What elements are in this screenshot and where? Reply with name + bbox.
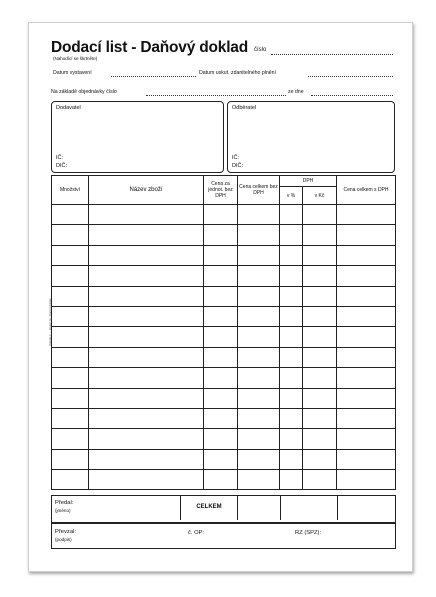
cell-vat-percent[interactable] bbox=[280, 408, 303, 428]
total-price-cell[interactable] bbox=[238, 496, 281, 520]
supplier-ic-label: IČ: bbox=[56, 155, 64, 161]
cell-total-price[interactable] bbox=[238, 368, 280, 388]
table-row bbox=[52, 266, 396, 286]
table-row bbox=[52, 408, 396, 428]
cell-vat-czk[interactable] bbox=[303, 306, 337, 326]
cell-name[interactable] bbox=[89, 388, 204, 408]
customer-label: Odběratel bbox=[232, 105, 257, 111]
items-body bbox=[52, 205, 396, 490]
cell-vat-czk[interactable] bbox=[303, 225, 337, 245]
cell-total-price[interactable] bbox=[238, 347, 280, 367]
cell-vat-czk[interactable] bbox=[303, 245, 337, 265]
header-vat: DPH bbox=[280, 176, 337, 187]
cell-quantity[interactable] bbox=[52, 225, 89, 245]
cell-vat-percent[interactable] bbox=[280, 449, 303, 469]
supplier-dic-label: DIČ: bbox=[56, 163, 67, 169]
cell-unit-price[interactable] bbox=[204, 408, 238, 428]
cell-vat-czk[interactable] bbox=[303, 327, 337, 347]
cell-quantity[interactable] bbox=[52, 470, 89, 490]
cell-unit-price[interactable] bbox=[204, 225, 238, 245]
cell-total-with-vat[interactable] bbox=[337, 449, 396, 469]
table-row bbox=[52, 205, 396, 225]
customer-dic-label: DIČ: bbox=[232, 163, 243, 169]
cell-unit-price[interactable] bbox=[204, 205, 238, 225]
cell-name[interactable] bbox=[89, 327, 204, 347]
cell-total-price[interactable] bbox=[238, 429, 280, 449]
table-row bbox=[52, 470, 396, 490]
issue-date-line[interactable] bbox=[111, 76, 196, 77]
cell-vat-percent[interactable] bbox=[280, 429, 303, 449]
cell-unit-price[interactable] bbox=[204, 388, 238, 408]
taxable-date-line[interactable] bbox=[308, 76, 393, 77]
header-name: Název zboží bbox=[89, 176, 204, 205]
cell-total-with-vat[interactable] bbox=[337, 306, 396, 326]
cell-vat-czk[interactable] bbox=[303, 368, 337, 388]
cell-name[interactable] bbox=[89, 347, 204, 367]
cell-total-with-vat[interactable] bbox=[337, 470, 396, 490]
cell-total-with-vat[interactable] bbox=[337, 205, 396, 225]
handed-over-cell[interactable] bbox=[52, 496, 181, 520]
cell-total-with-vat[interactable] bbox=[337, 266, 396, 286]
cell-vat-percent[interactable] bbox=[280, 286, 303, 306]
cell-unit-price[interactable] bbox=[204, 306, 238, 326]
cell-unit-price[interactable] bbox=[204, 245, 238, 265]
supplier-label: Dodavatel bbox=[56, 105, 81, 111]
cell-name[interactable] bbox=[89, 266, 204, 286]
total-label: CELKEM bbox=[196, 504, 222, 510]
cell-total-with-vat[interactable] bbox=[337, 286, 396, 306]
cell-vat-czk[interactable] bbox=[303, 205, 337, 225]
cell-total-price[interactable] bbox=[238, 225, 280, 245]
cell-vat-czk[interactable] bbox=[303, 408, 337, 428]
cell-total-price[interactable] bbox=[238, 245, 280, 265]
cell-vat-percent[interactable] bbox=[280, 306, 303, 326]
cell-total-with-vat[interactable] bbox=[337, 347, 396, 367]
taxable-date-label: Datum uskut. zdanitelného plnění bbox=[199, 70, 276, 76]
issue-date-label: Datum vystavení bbox=[53, 70, 92, 76]
cell-vat-czk[interactable] bbox=[303, 429, 337, 449]
cell-vat-percent[interactable] bbox=[280, 245, 303, 265]
table-row bbox=[52, 449, 396, 469]
cell-unit-price[interactable] bbox=[204, 429, 238, 449]
plate-label: RZ (SPZ): bbox=[295, 530, 322, 536]
received-label: Převzal: bbox=[55, 529, 76, 535]
customer-ic-label: IČ: bbox=[232, 155, 240, 161]
cell-name[interactable] bbox=[89, 429, 204, 449]
op-number-label: č. OP: bbox=[188, 530, 205, 536]
cell-total-price[interactable] bbox=[238, 449, 280, 469]
side-print-text: Tiskopis č. ... Dodací list - Daňový doklad bbox=[49, 298, 52, 346]
cell-total-price[interactable] bbox=[238, 266, 280, 286]
header-total-price: Cena celkem bez DPH bbox=[238, 176, 280, 205]
cell-vat-percent[interactable] bbox=[280, 347, 303, 367]
cell-name[interactable] bbox=[89, 306, 204, 326]
number-line[interactable] bbox=[271, 54, 393, 55]
cell-total-price[interactable] bbox=[238, 470, 280, 490]
cell-vat-czk[interactable] bbox=[303, 347, 337, 367]
received-row[interactable] bbox=[51, 523, 396, 549]
cell-unit-price[interactable] bbox=[204, 266, 238, 286]
order-number-label: Na základě objednávky číslo bbox=[51, 89, 117, 95]
grand-total-cell[interactable] bbox=[338, 496, 395, 520]
cell-total-with-vat[interactable] bbox=[337, 368, 396, 388]
header-unit-price: Cena za jednot. bez DPH bbox=[204, 176, 238, 205]
cell-unit-price[interactable] bbox=[204, 347, 238, 367]
table-row bbox=[52, 286, 396, 306]
cell-vat-percent[interactable] bbox=[280, 470, 303, 490]
cell-vat-percent[interactable] bbox=[280, 327, 303, 347]
cell-vat-percent[interactable] bbox=[280, 388, 303, 408]
cell-total-with-vat[interactable] bbox=[337, 408, 396, 428]
cell-unit-price[interactable] bbox=[204, 327, 238, 347]
order-number-line[interactable] bbox=[146, 95, 286, 96]
cell-total-price[interactable] bbox=[238, 306, 280, 326]
cell-quantity[interactable] bbox=[52, 245, 89, 265]
customer-box[interactable] bbox=[227, 101, 395, 173]
cell-name[interactable] bbox=[89, 449, 204, 469]
cell-vat-czk[interactable] bbox=[303, 286, 337, 306]
table-row bbox=[52, 347, 396, 367]
cell-total-price[interactable] bbox=[238, 408, 280, 428]
cell-name[interactable] bbox=[89, 205, 204, 225]
cell-name[interactable] bbox=[89, 368, 204, 388]
cell-total-with-vat[interactable] bbox=[337, 388, 396, 408]
cell-unit-price[interactable] bbox=[204, 470, 238, 490]
cell-quantity[interactable] bbox=[52, 408, 89, 428]
cell-quantity[interactable] bbox=[52, 286, 89, 306]
table-row bbox=[52, 327, 396, 347]
cell-vat-czk[interactable] bbox=[303, 388, 337, 408]
total-label-cell bbox=[181, 496, 238, 520]
cell-unit-price[interactable] bbox=[204, 286, 238, 306]
header-vat-czk: v Kč bbox=[303, 187, 337, 205]
received-sub: (podpis) bbox=[55, 537, 72, 542]
form-sheet bbox=[28, 22, 413, 572]
cell-vat-percent[interactable] bbox=[280, 205, 303, 225]
cell-name[interactable] bbox=[89, 245, 204, 265]
order-date-line[interactable] bbox=[311, 95, 393, 96]
handed-over-label: Předal: bbox=[55, 500, 74, 506]
cell-quantity[interactable] bbox=[52, 327, 89, 347]
cell-vat-czk[interactable] bbox=[303, 266, 337, 286]
cell-quantity[interactable] bbox=[52, 449, 89, 469]
supplier-box[interactable] bbox=[51, 101, 224, 173]
form-subtitle: (Nahodící se škrtněte) bbox=[53, 56, 98, 61]
cell-quantity[interactable] bbox=[52, 306, 89, 326]
handed-over-sub: (jméno) bbox=[55, 508, 71, 513]
cell-total-with-vat[interactable] bbox=[337, 327, 396, 347]
cell-name[interactable] bbox=[89, 225, 204, 245]
cell-quantity[interactable] bbox=[52, 368, 89, 388]
cell-quantity[interactable] bbox=[52, 205, 89, 225]
cell-total-price[interactable] bbox=[238, 286, 280, 306]
cell-total-with-vat[interactable] bbox=[337, 225, 396, 245]
cell-total-with-vat[interactable] bbox=[337, 245, 396, 265]
table-row bbox=[52, 388, 396, 408]
cell-name[interactable] bbox=[89, 408, 204, 428]
cell-quantity[interactable] bbox=[52, 347, 89, 367]
table-row bbox=[52, 429, 396, 449]
header-total-with-vat: Cena celkem s DPH bbox=[337, 176, 396, 205]
table-row bbox=[52, 306, 396, 326]
form-title: Dodací list - Daňový doklad bbox=[51, 39, 249, 56]
cell-total-price[interactable] bbox=[238, 388, 280, 408]
cell-name[interactable] bbox=[89, 470, 204, 490]
total-row bbox=[51, 495, 396, 523]
cell-total-price[interactable] bbox=[238, 205, 280, 225]
cell-vat-percent[interactable] bbox=[280, 368, 303, 388]
cell-vat-percent[interactable] bbox=[280, 225, 303, 245]
order-date-label: ze dne bbox=[288, 89, 304, 95]
cell-quantity[interactable] bbox=[52, 429, 89, 449]
header-vat-percent: v % bbox=[280, 187, 303, 205]
cell-name[interactable] bbox=[89, 286, 204, 306]
cell-total-with-vat[interactable] bbox=[337, 429, 396, 449]
number-label: číslo bbox=[254, 47, 267, 53]
cell-vat-czk[interactable] bbox=[303, 449, 337, 469]
table-row bbox=[52, 368, 396, 388]
cell-quantity[interactable] bbox=[52, 266, 89, 286]
cell-vat-czk[interactable] bbox=[303, 470, 337, 490]
header-quantity: Množství bbox=[52, 176, 89, 205]
cell-vat-percent[interactable] bbox=[280, 266, 303, 286]
cell-quantity[interactable] bbox=[52, 388, 89, 408]
table-row bbox=[52, 245, 396, 265]
cell-total-price[interactable] bbox=[238, 327, 280, 347]
items-table bbox=[51, 175, 396, 490]
cell-unit-price[interactable] bbox=[204, 368, 238, 388]
cell-unit-price[interactable] bbox=[204, 449, 238, 469]
total-vat-cell[interactable] bbox=[281, 496, 338, 520]
table-row bbox=[52, 225, 396, 245]
